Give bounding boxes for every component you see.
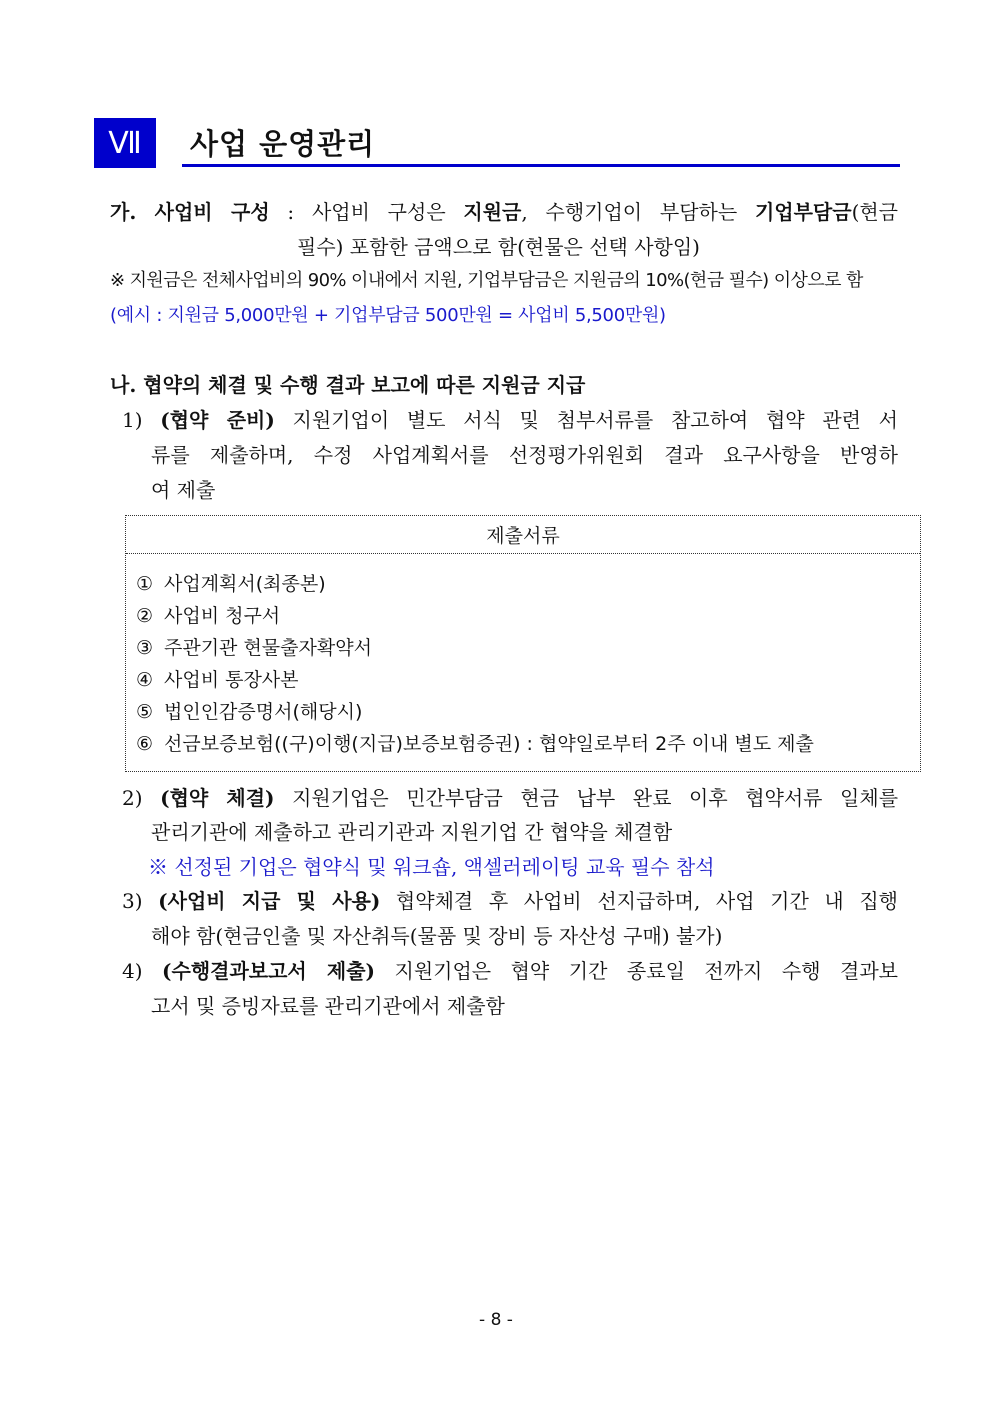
section-na-title: 나. 협약의 체결 및 수행 결과 보고에 따른 지원금 지급	[110, 373, 586, 397]
item4-line1: 4) (수행결과보고서 제출) 지원기업은 협약 기간 종료일 전까지 수행 결과보	[122, 959, 898, 983]
page-number: - 8 -	[479, 1310, 513, 1330]
item2-note: ※ 선정된 기업은 협약식 및 워크숍, 액셀러레이팅 교육 필수 참석	[148, 855, 715, 879]
section-title: 사업 운영관리	[190, 127, 376, 161]
item2-line2: 관리기관에 제출하고 관리기관과 지원기업 간 협약을 체결함	[151, 820, 673, 844]
section-heading	[94, 118, 900, 168]
documents-list	[126, 554, 920, 760]
item1-line2: 류를 제출하며, 수정 사업계획서를 선정평가위원회 결과 요구사항을 반영하	[151, 443, 898, 467]
list-item: ① 사업계획서(최종본)	[136, 573, 326, 595]
item2-line1: 2) (협약 체결) 지원기업은 민간부담금 현금 납부 완료 이후 협약서류 일체를	[122, 786, 899, 810]
item3-line1: 3) (사업비 지급 및 사용) 협약체결 후 사업비 선지급하며, 사업 기간 내 집행	[122, 889, 899, 913]
title-underline	[182, 164, 900, 167]
section-ga-example: (예시 : 지원금 5,000만원 + 기업부담금 500만원 = 사업비 5,500만원)	[110, 305, 666, 326]
list-item: ③ 주관기관 현물출자확약서	[136, 637, 372, 659]
item1-line1: 1) (협약 준비) 지원기업이 별도 서식 및 첨부서류를 참고하여 협약 관련 서	[122, 408, 899, 432]
item4-line2: 고서 및 증빙자료를 관리기관에서 제출함	[151, 994, 505, 1018]
item3-line2: 해야 함(현금인출 및 자산취득(물품 및 장비 등 자산성 구매) 불가)	[151, 924, 723, 948]
documents-table-header: 제출서류	[126, 516, 920, 554]
section-ga-note: ※ 지원금은 전체사업비의 90% 이내에서 지원, 기업부담금은 지원금의 10%(현금 필수) 이상으로 함	[110, 270, 863, 291]
list-item: ② 사업비 청구서	[136, 605, 281, 627]
section-ga-label: 가. 사업비 구성	[110, 200, 270, 224]
section-ga-line2: 필수) 포함한 금액으로 함(현물은 선택 사항임)	[297, 235, 700, 259]
item1-line3: 여 제출	[151, 478, 216, 502]
list-item: ⑤ 법인인감증명서(해당시)	[136, 701, 363, 723]
documents-table	[125, 515, 921, 772]
list-item: ⑥ 선금보증보험((구)이행(지급)보증보험증권) : 협약일로부터 2주 이내 별도 제출	[136, 733, 814, 755]
section-ga-line1: 가. 사업비 구성 : 사업비 구성은 지원금, 수행기업이 부담하는 기업부담금(현금	[110, 200, 899, 224]
list-item: ④ 사업비 통장사본	[136, 669, 299, 691]
section-number-badge: Ⅶ	[94, 118, 156, 168]
